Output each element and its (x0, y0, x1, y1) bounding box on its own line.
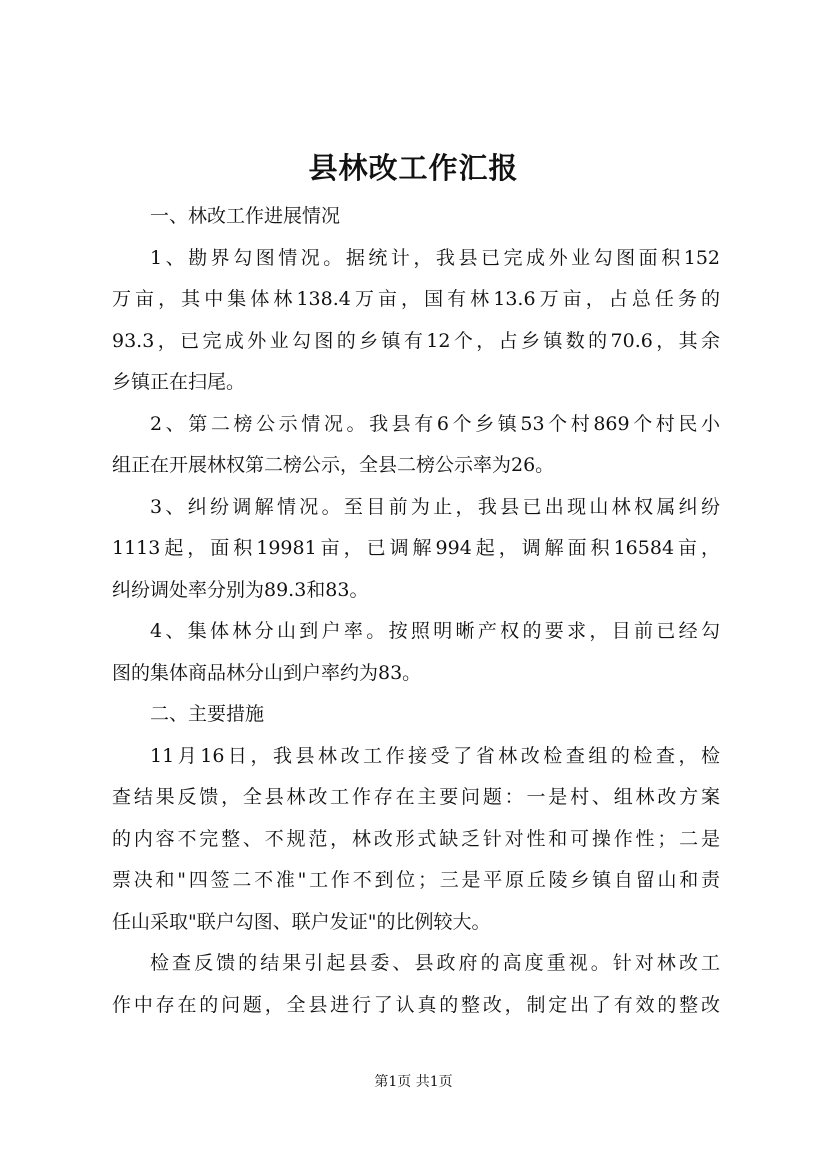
page-number: 第1页 共1页 (374, 1074, 453, 1090)
paragraph-line: 的内容不完整、不规范，林改形式缺乏针对性和可操作性；二是 (112, 827, 720, 850)
section-heading: 二、主要措施 (150, 703, 265, 725)
paragraph-line: 查结果反馈，全县林改工作存在主要问题：一是村、组林改方案 (112, 786, 720, 808)
paragraph-line: 任山采取"联户勾图、联户发证"的比例较大。 (112, 910, 491, 933)
paragraph-line: 组正在开展林权第二榜公示，全县二榜公示率为26。 (112, 454, 555, 476)
page-title: 县林改工作汇报 (308, 151, 519, 185)
paragraph-line: 1113起，面积19981亩，已调解994起，调解面积16584亩， (112, 537, 720, 559)
paragraph-line: 乡镇正在扫尾。 (112, 371, 246, 393)
paragraph-line: 纠纷调处率分别为89.3和83。 (112, 578, 369, 601)
section-heading: 一、林改工作进展情况 (150, 205, 341, 227)
paragraph-line: 图的集体商品林分山到户率约为83。 (112, 661, 422, 684)
paragraph-line: 票决和"四签二不准"工作不到位；三是平原丘陵乡镇自留山和责 (112, 869, 720, 891)
paragraph-line: 1、勘界勾图情况。据统计，我县已完成外业勾图面积152 (150, 246, 720, 269)
paragraph-line: 检查反馈的结果引起县委、县政府的高度重视。针对林改工 (150, 952, 720, 974)
paragraph-line: 3、纠纷调解情况。至目前为止，我县已出现山林权属纠纷 (150, 495, 720, 518)
paragraph-line: 11月16日，我县林改工作接受了省林改检查组的检查，检 (150, 744, 720, 767)
paragraph-line: 万亩，其中集体林138.4万亩，国有林13.6万亩，占总任务的 (112, 288, 720, 310)
document-body (112, 196, 720, 1026)
paragraph-line: 2、第二榜公示情况。我县有6个乡镇53个村869个村民小 (150, 412, 720, 435)
paragraph-line: 作中存在的问题，全县进行了认真的整改，制定出了有效的整改 (112, 993, 720, 1016)
paragraph-line: 93.3，已完成外业勾图的乡镇有12个，占乡镇数的70.6，其余 (112, 329, 720, 352)
paragraph-line: 4、集体林分山到户率。按照明晰产权的要求，目前已经勾 (150, 620, 720, 642)
